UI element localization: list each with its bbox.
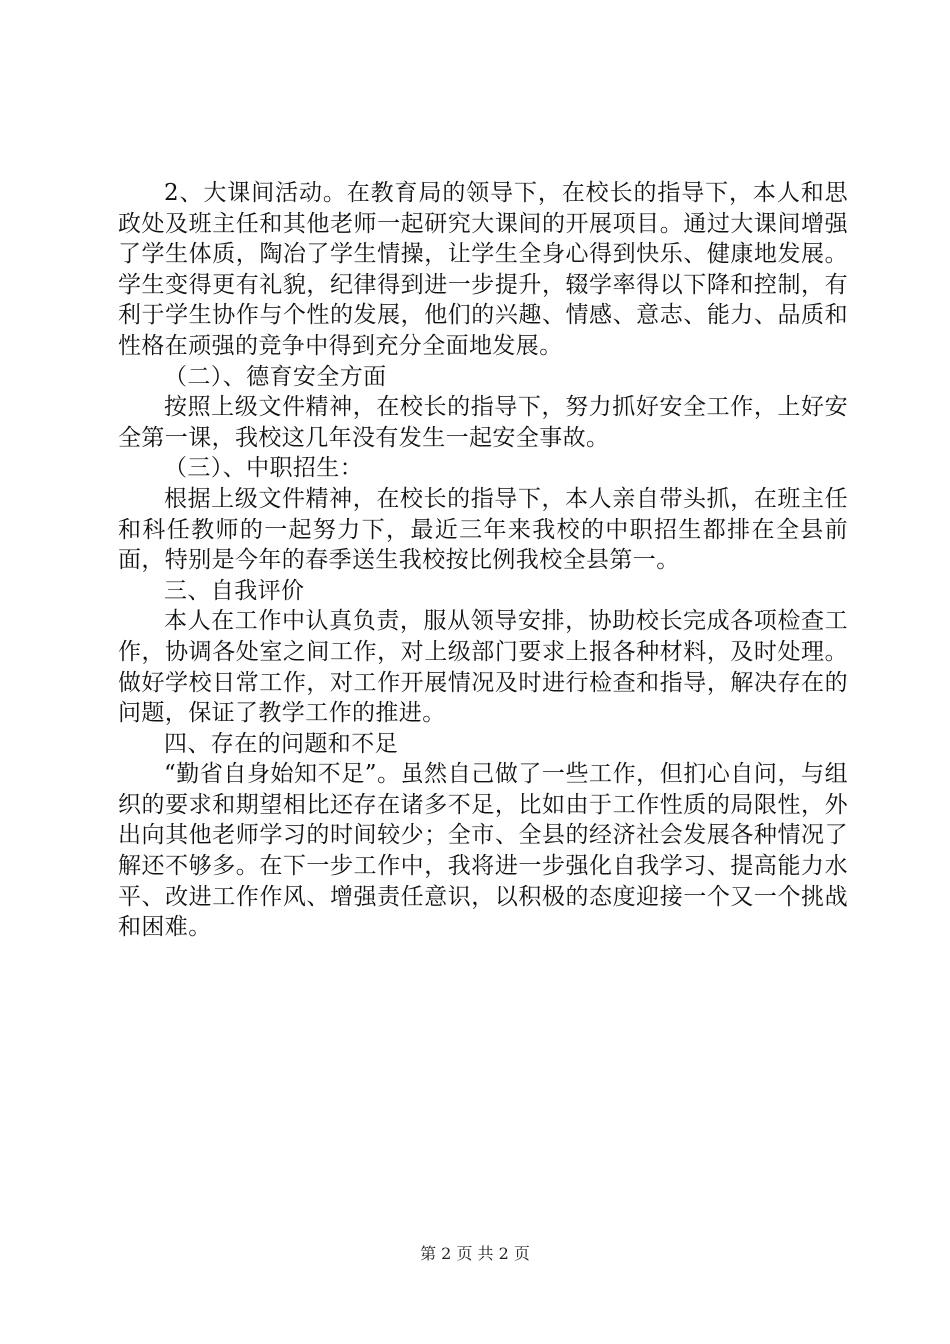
heading-moral-safety: （二）、德育安全方面 <box>164 363 387 390</box>
page-number-footer: 第 2 页 共 2 页 <box>420 1244 530 1263</box>
heading-self-evaluation: 三、自我评价 <box>164 577 305 604</box>
paragraph-safety-work: 按照上级文件精神，在校长的指导下，努力抓好安全工作，上好安全第一课，我校这几年没有发生一起安全事故。 <box>118 394 848 451</box>
paragraph-vocational-enrollment: 根据上级文件精神，在校长的指导下，本人亲自带头抓，在班主任和科任教师的一起努力下，最近三年来我校的中职招生都排在全县前面，特别是今年的春季送生我校按比例我校全县第一。 <box>118 485 848 574</box>
heading-problems-shortcomings: 四、存在的问题和不足 <box>164 730 398 757</box>
paragraph-problems-shortcomings: “勤省自身始知不足”。虽然自己做了一些工作，但扪心自问，与组织的要求和期望相比还存在诸多不足，比如由于工作性质的局限性，外出向其他老师学习的时间较少；全市、全县的经济社会发展各种情况了解还不够多。在下一步工作中，我将进一步强化自我学习、提高能力水平、改进工作作风、增强责任意识，以积极的态度迎接一个又一个挑战和困难。 <box>118 761 848 941</box>
paragraph-self-evaluation: 本人在工作中认真负责，服从领导安排，协助校长完成各项检查工作，协调各处室之间工作，对上级部门要求上报各种材料，及时处理。做好学校日常工作，对工作开展情况及时进行检查和指导，解决存在的问题，保证了教学工作的推进。 <box>118 608 848 727</box>
body-text <box>118 178 848 943</box>
heading-vocational-enrollment: （三）、中职招生： <box>164 455 364 482</box>
paragraph-break-class-activity: 2、大课间活动。在教育局的领导下，在校长的指导下，本人和思政处及班主任和其他老师一起研究大课间的开展项目。通过大课间增强了学生体质，陶冶了学生情操，让学生全身心得到快乐、健康地发展。学生变得更有礼貌，纪律得到进一步提升，辍学率得以下降和控制，有利于学生协作与个性的发展，他们的兴趣、情感、意志、能力、品质和性格在顽强的竞争中得到充分全面地发展。 <box>118 180 848 359</box>
